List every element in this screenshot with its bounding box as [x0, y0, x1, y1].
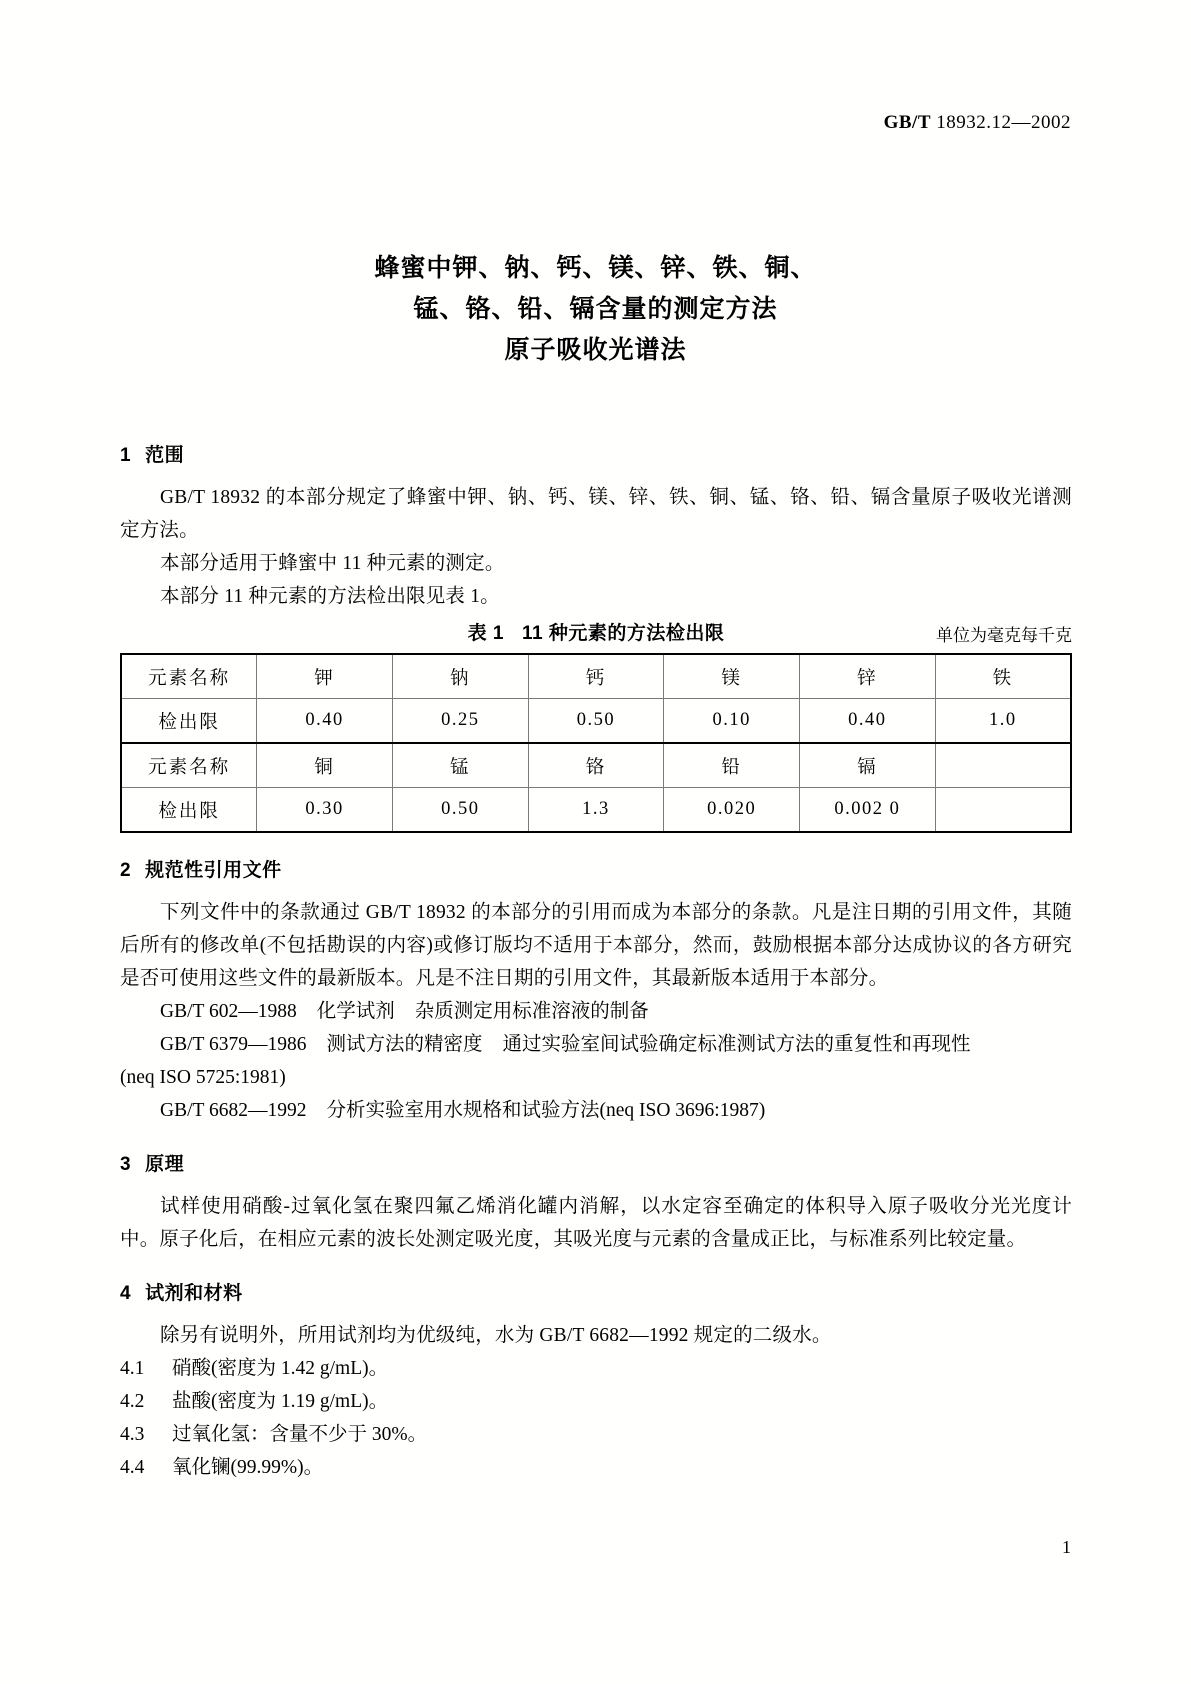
- table-cell: 0.002 0: [800, 788, 936, 833]
- reference-subtitle: 杂质测定用标准溶液的制备: [414, 1001, 649, 1022]
- standard-prefix: GB/T: [883, 112, 931, 133]
- table-cell: 钙: [528, 654, 664, 699]
- section-title-3: 原理: [145, 1154, 185, 1175]
- table-cell: 元素名称: [121, 743, 257, 788]
- section1-paragraph-2: 本部分适用于蜂蜜中 11 种元素的测定。: [160, 553, 505, 574]
- section1-paragraph-1: GB/T 18932 的本部分规定了蜂蜜中钾、钠、钙、镁、锌、铁、铜、锰、铬、铅、镉含量原子吸收光谱测定方法。: [120, 487, 1072, 541]
- clause-number: 4.2: [120, 1391, 145, 1412]
- table-cell: 0.40: [800, 699, 936, 744]
- reference-code: GB/T 6682—1992: [160, 1100, 307, 1121]
- table-cell: 0.40: [257, 699, 393, 744]
- section-heading-1: [120, 440, 1072, 467]
- reference-code: GB/T 602—1988: [160, 1001, 297, 1022]
- table-cell: 镉: [800, 743, 936, 788]
- table-cell: 0.50: [392, 788, 528, 833]
- standard-number: 18932.12—2002: [936, 112, 1071, 133]
- reference-item: [120, 1094, 1072, 1127]
- title-line-3: 原子吸收光谱法: [504, 336, 687, 364]
- title-line-1: 蜂蜜中钾、钠、钙、镁、锌、铁、铜、: [374, 254, 817, 282]
- table-cell: 镁: [664, 654, 800, 699]
- section-title-2: 规范性引用文件: [145, 860, 282, 881]
- section-heading-3: [120, 1149, 1072, 1176]
- clause-number: 4.1: [120, 1358, 145, 1379]
- reference-title: 测试方法的精密度: [326, 1034, 483, 1055]
- reference-subtitle: 通过实验室间试验确定标准测试方法的重复性和再现性: [502, 1034, 971, 1055]
- table-cell: 元素名称: [121, 654, 257, 699]
- section4-paragraph-1: 除另有说明外，所用试剂均为优级纯，水为 GB/T 6682—1992 规定的二级水。: [160, 1325, 832, 1346]
- document-title: [0, 248, 1191, 371]
- table-cell: 锌: [800, 654, 936, 699]
- clause-text: 氧化镧(99.99%)。: [172, 1457, 324, 1478]
- section1-paragraph-3: 本部分 11 种元素的方法检出限见表 1。: [160, 586, 500, 607]
- clause-text: 硝酸(密度为 1.42 g/mL)。: [172, 1358, 389, 1379]
- table-cell: 检出限: [121, 788, 257, 833]
- table-cell: 钠: [392, 654, 528, 699]
- clause-text: 盐酸(密度为 1.19 g/mL)。: [172, 1391, 389, 1412]
- section-number-2: 2: [120, 860, 132, 881]
- table-row: [121, 788, 1071, 833]
- clause-item-4-1: [120, 1352, 1072, 1385]
- table-1-caption-title: 11 种元素的方法检出限: [521, 623, 725, 644]
- table-cell: 0.10: [664, 699, 800, 744]
- reference-title: 化学试剂: [316, 1001, 395, 1022]
- clause-number: 4.4: [120, 1457, 145, 1478]
- table-cell: 检出限: [121, 699, 257, 744]
- reference-continuation: (neq ISO 5725:1981): [120, 1067, 286, 1088]
- title-line-2: 锰、铬、铅、镉含量的测定方法: [413, 295, 778, 323]
- table-1-caption-label: 表 1: [467, 623, 504, 644]
- running-header: [884, 112, 1071, 134]
- section-number-4: 4: [120, 1283, 132, 1304]
- table-cell: [935, 743, 1071, 788]
- reference-title: 分析实验室用水规格和试验方法(neq ISO 3696:1987): [326, 1100, 766, 1121]
- table-cell: 铜: [257, 743, 393, 788]
- section-number-3: 3: [120, 1154, 132, 1175]
- table-1-caption: [120, 619, 1072, 649]
- table-1: [120, 653, 1072, 833]
- reference-item: [120, 995, 1072, 1028]
- clause-item-4-2: [120, 1385, 1072, 1418]
- section-heading-4: [120, 1278, 1072, 1305]
- section2-paragraph-1: 下列文件中的条款通过 GB/T 18932 的本部分的引用而成为本部分的条款。凡是注日期的引用文件，其随后所有的修改单(不包括勘误的内容)或修订版均不适用于本部分，然而，鼓励根据本部分达成协议的各方研究是否可使用这些文件的最新版本。凡是不注日期的引用文件，其最新版本适用于本部分。: [120, 902, 1072, 989]
- table-cell: 锰: [392, 743, 528, 788]
- table-cell: 0.020: [664, 788, 800, 833]
- section-number-1: 1: [120, 445, 132, 466]
- table-cell: 1.3: [528, 788, 664, 833]
- table-cell: 1.0: [935, 699, 1071, 744]
- table-cell: 钾: [257, 654, 393, 699]
- table-cell: [935, 788, 1071, 833]
- table-1-unit: 单位为毫克每千克: [936, 626, 1072, 645]
- table-cell: 铁: [935, 654, 1071, 699]
- document-body: [120, 440, 1072, 1484]
- clause-text: 过氧化氢：含量不少于 30%。: [172, 1424, 428, 1445]
- section3-paragraph-1: 试样使用硝酸-过氧化氢在聚四氟乙烯消化罐内消解，以水定容至确定的体积导入原子吸收分光光度计中。原子化后，在相应元素的波长处测定吸光度，其吸光度与元素的含量成正比，与标准系列比较定量。: [120, 1196, 1072, 1250]
- reference-item: [120, 1028, 1072, 1061]
- table-cell: 铅: [664, 743, 800, 788]
- table-row: [121, 743, 1071, 788]
- section-title-1: 范围: [145, 445, 185, 466]
- table-1-wrapper: [120, 619, 1072, 833]
- reference-code: GB/T 6379—1986: [160, 1034, 307, 1055]
- table-cell: 0.50: [528, 699, 664, 744]
- table-row: [121, 699, 1071, 744]
- clause-number: 4.3: [120, 1424, 145, 1445]
- table-cell: 铬: [528, 743, 664, 788]
- section-title-4: 试剂和材料: [145, 1283, 243, 1304]
- table-cell: 0.25: [392, 699, 528, 744]
- clause-item-4-4: [120, 1451, 1072, 1484]
- table-row: [121, 654, 1071, 699]
- page-number: 1: [1062, 1537, 1071, 1557]
- clause-item-4-3: [120, 1418, 1072, 1451]
- table-cell: 0.30: [257, 788, 393, 833]
- section-heading-2: [120, 855, 1072, 882]
